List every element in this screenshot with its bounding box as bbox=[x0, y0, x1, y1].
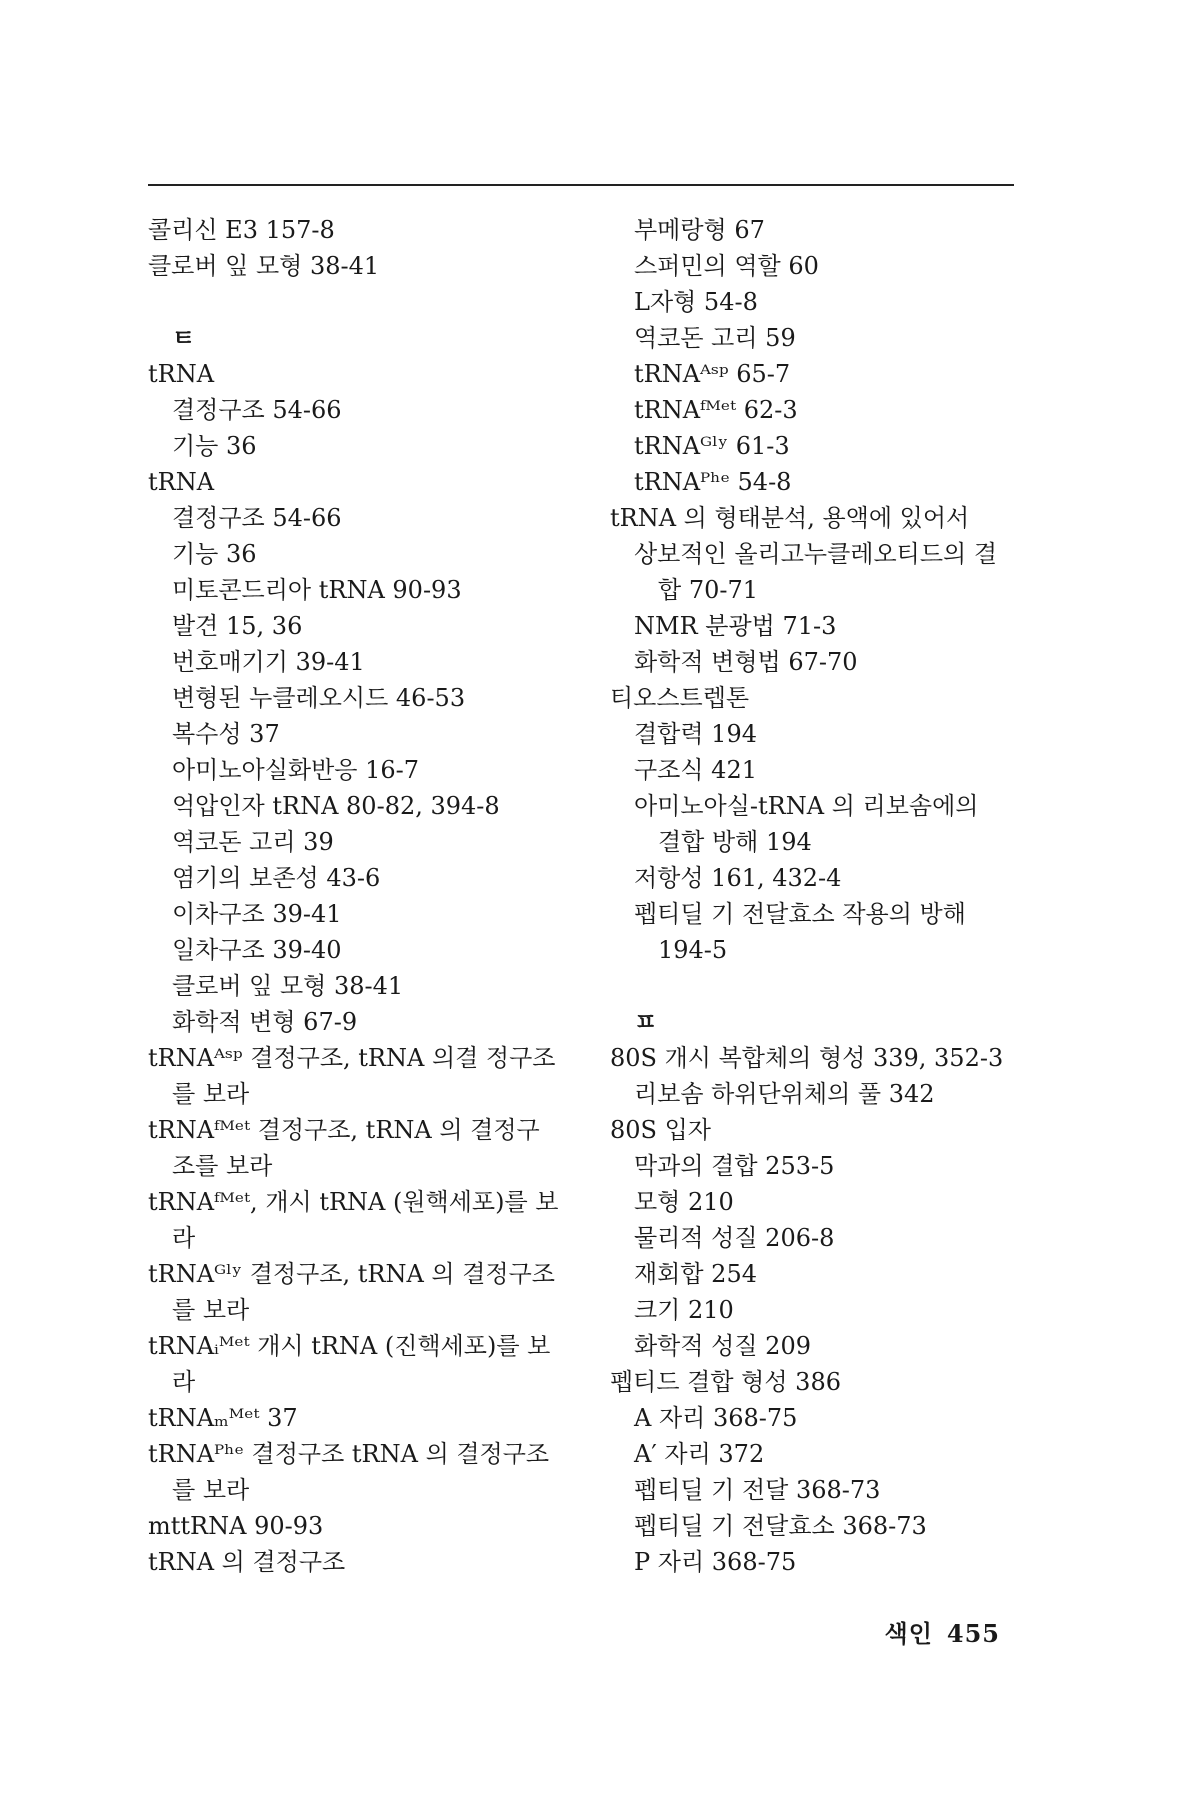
right-index-entry: tRNA 의 형태분석, 용액에 있어서 bbox=[610, 504, 970, 532]
page-number: 455 bbox=[946, 1619, 1000, 1648]
left-index-entry: 라 bbox=[172, 1368, 196, 1396]
right-index-entry: 결합 방해 194 bbox=[658, 828, 812, 856]
right-index-entry: 저항성 161, 432-4 bbox=[634, 864, 842, 892]
right-index-entry: 화학적 변형법 67-70 bbox=[634, 648, 858, 676]
right-index-entry: 펩티딜 기 전달 368-73 bbox=[634, 1476, 881, 1504]
right-index-entry: 부메랑형 67 bbox=[634, 216, 765, 244]
left-index-entry: 미토콘드리아 tRNA 90-93 bbox=[172, 576, 462, 604]
left-index-entry: 일차구조 39-40 bbox=[172, 936, 342, 964]
right-index-entry: L자형 54-8 bbox=[634, 288, 758, 316]
right-index-entry: 194-5 bbox=[658, 936, 728, 964]
left-index-entry: 조를 보라 bbox=[172, 1152, 273, 1180]
left-section-heading: ㅌ bbox=[172, 323, 196, 352]
right-index-entry: 리보솜 하위단위체의 풀 342 bbox=[634, 1080, 935, 1108]
left-spacer bbox=[148, 284, 588, 320]
right-index-entry: 구조식 421 bbox=[634, 756, 757, 784]
header-rule bbox=[148, 184, 1014, 186]
left-index-entry: tRNAₘᴹᵉᵗ 37 bbox=[148, 1404, 298, 1432]
index-column-right bbox=[610, 212, 1030, 1580]
left-index-entry: 클로버 잎 모형 38-41 bbox=[172, 972, 404, 1000]
left-index-entry: tRNAᴳˡʸ 결정구조, tRNA 의 결정구조 bbox=[148, 1260, 555, 1288]
right-index-entry: 스퍼민의 역할 60 bbox=[634, 252, 819, 280]
right-index-entry: 화학적 성질 209 bbox=[634, 1332, 811, 1360]
left-index-entry: 이차구조 39-41 bbox=[172, 900, 342, 928]
left-index-entry: 를 보라 bbox=[172, 1476, 250, 1504]
right-index-entry: 80S 개시 복합체의 형성 339, 352-3 bbox=[610, 1044, 1004, 1072]
page-footer bbox=[885, 1614, 1000, 1649]
left-index-entry: tRNAᵢᴹᵉᵗ 개시 tRNA (진핵세포)를 보 bbox=[148, 1332, 551, 1360]
index-column-left bbox=[148, 212, 588, 1580]
left-index-entry: 번호매기기 39-41 bbox=[172, 648, 365, 676]
right-index-entry: NMR 분광법 71-3 bbox=[634, 612, 837, 640]
right-section-heading: ㅍ bbox=[634, 1007, 658, 1036]
left-index-entry: 화학적 변형 67-9 bbox=[172, 1008, 358, 1036]
right-index-entry: A 자리 368-75 bbox=[634, 1404, 798, 1432]
right-spacer bbox=[610, 968, 1030, 1004]
left-index-entry: 기능 36 bbox=[172, 432, 257, 460]
left-index-entry: tRNA 의 결정구조 bbox=[148, 1548, 346, 1576]
right-index-entry: 펩티딜 기 전달효소 368-73 bbox=[634, 1512, 927, 1540]
right-index-entry: 합 70-71 bbox=[658, 576, 759, 604]
right-index-entry: tRNAᴬˢᵖ 65-7 bbox=[634, 360, 791, 388]
left-index-entry: tRNA bbox=[148, 468, 215, 496]
left-index-entry: 억압인자 tRNA 80-82, 394-8 bbox=[172, 792, 500, 820]
left-index-entry: 클로버 잎 모형 38-41 bbox=[148, 252, 380, 280]
left-index-entry: tRNAᶠᴹᵉᵗ 결정구조, tRNA 의 결정구 bbox=[148, 1116, 540, 1144]
right-index-entry: 모형 210 bbox=[634, 1188, 734, 1216]
right-index-entry: 물리적 성질 206-8 bbox=[634, 1224, 835, 1252]
right-index-entry: 펩티드 결합 형성 386 bbox=[610, 1368, 841, 1396]
left-index-entry: 변형된 누클레오시드 46-53 bbox=[172, 684, 466, 712]
left-index-entry: 결정구조 54-66 bbox=[172, 504, 342, 532]
left-index-entry: 역코돈 고리 39 bbox=[172, 828, 334, 856]
left-index-entry: tRNAᴬˢᵖ 결정구조, tRNA 의결 정구조 bbox=[148, 1044, 556, 1072]
left-index-entry: 복수성 37 bbox=[172, 720, 280, 748]
left-index-entry: 를 보라 bbox=[172, 1080, 250, 1108]
left-index-entry: 라 bbox=[172, 1224, 196, 1252]
right-index-entry: 재회합 254 bbox=[634, 1260, 757, 1288]
left-index-entry: 콜리신 E3 157-8 bbox=[148, 216, 335, 244]
left-index-entry: 결정구조 54-66 bbox=[172, 396, 342, 424]
right-index-entry: P 자리 368-75 bbox=[634, 1548, 797, 1576]
left-index-entry: 염기의 보존성 43-6 bbox=[172, 864, 381, 892]
right-index-entry: tRNAᴾʰᵉ 54-8 bbox=[634, 468, 792, 496]
right-index-entry: A′ 자리 372 bbox=[634, 1440, 765, 1468]
left-index-entry: 를 보라 bbox=[172, 1296, 250, 1324]
right-index-entry: 펩티딜 기 전달효소 작용의 방해 bbox=[634, 900, 966, 928]
left-index-entry: tRNA bbox=[148, 360, 215, 388]
right-index-entry: 티오스트렙톤 bbox=[610, 684, 750, 712]
left-index-entry: 아미노아실화반응 16-7 bbox=[172, 756, 420, 784]
right-index-entry: 아미노아실-tRNA 의 리보솜에의 bbox=[634, 792, 979, 820]
left-index-entry: 발견 15, 36 bbox=[172, 612, 303, 640]
right-index-entry: 역코돈 고리 59 bbox=[634, 324, 796, 352]
left-index-entry: 기능 36 bbox=[172, 540, 257, 568]
footer-label: 색인 bbox=[884, 1619, 933, 1648]
left-index-entry: tRNAᴾʰᵉ 결정구조 tRNA 의 결정구조 bbox=[148, 1440, 550, 1468]
left-index-entry: tRNAᶠᴹᵉᵗ, 개시 tRNA (원핵세포)를 보 bbox=[148, 1188, 559, 1216]
right-index-entry: tRNAᶠᴹᵉᵗ 62-3 bbox=[634, 396, 798, 424]
left-index-entry: mttRNA 90-93 bbox=[148, 1512, 324, 1540]
right-index-entry: 크기 210 bbox=[634, 1296, 734, 1324]
right-index-entry: 상보적인 올리고누클레오티드의 결 bbox=[634, 540, 998, 568]
right-index-entry: 막과의 결합 253-5 bbox=[634, 1152, 835, 1180]
right-index-entry: tRNAᴳˡʸ 61-3 bbox=[634, 432, 790, 460]
right-index-entry: 결합력 194 bbox=[634, 720, 757, 748]
right-index-entry: 80S 입자 bbox=[610, 1116, 711, 1144]
